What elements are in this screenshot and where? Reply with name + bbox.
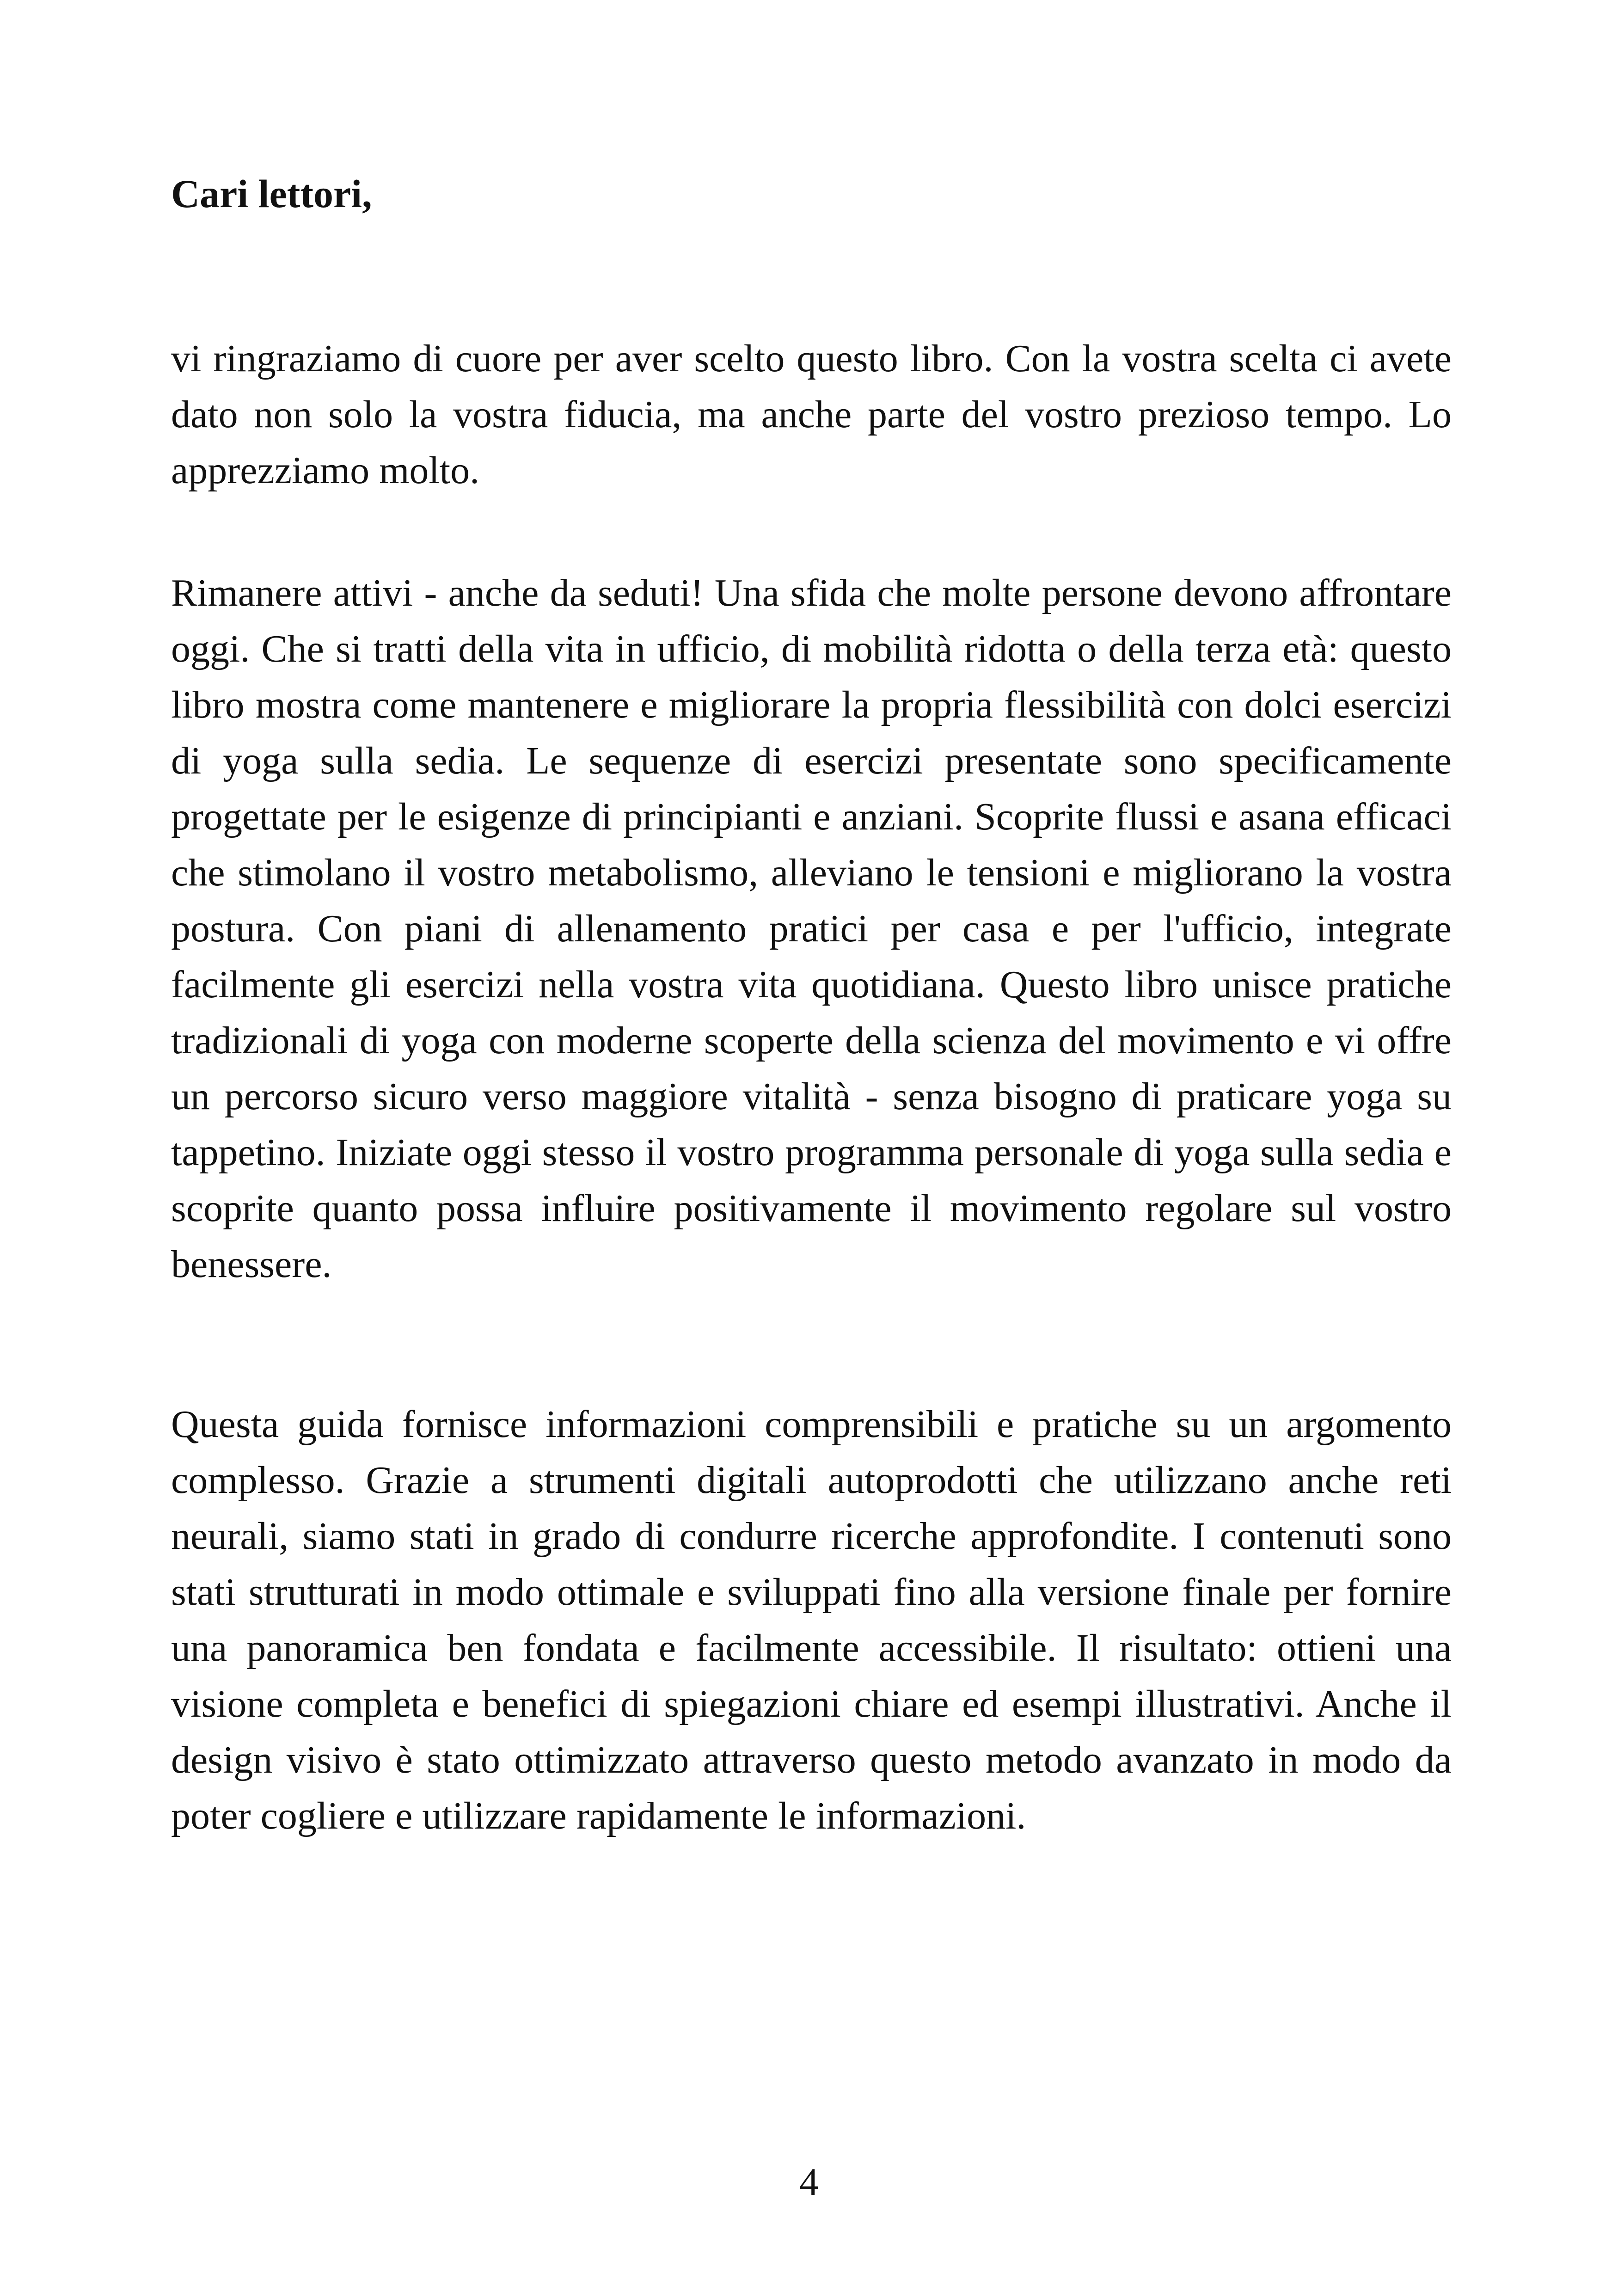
page-number: 4 <box>799 2161 819 2204</box>
salutation-heading: Cari lettori, <box>171 172 372 216</box>
paragraph-thanks: vi ringraziamo di cuore per aver scelto questo libro. Con la vostra scelta ci avete dato non solo la vostra fiducia, ma anche parte del vostro prezioso tempo. Lo apprezziamo molto. <box>171 337 1452 492</box>
paragraph-book-description: Rimanere attivi - anche da seduti! Una sfida che molte persone devono affrontare oggi. Che si tratti della vita in ufficio, di mobilità ridotta o della terza età: questo libro mostra come mantenere e migliorare la propria flessibilità con dolci esercizi di yoga sulla sedia. Le sequenze di esercizi presentate sono specificamente progettate per le esigenze di principianti e anziani. Scoprite flussi e asana efficaci che stimolano il vostro metabolismo, alleviano le tensioni e migliorano la vostra postura. Con piani di allenamento pratici per casa e per l'ufficio, integrate facilmente gli esercizi nella vostra vita quotidiana. Questo libro unisce pratiche tradizionali di yoga con moderne scoperte della scienza del movimento e vi offre un percorso sicuro verso maggiore vitalità - senza bisogno di praticare yoga su tappetino. Iniziate oggi stesso il vostro programma personale di yoga sulla sedia e scoprite quanto possa influire positivamente il movimento regolare sul vostro benessere. <box>171 571 1452 1286</box>
paragraph-guide-info: Questa guida fornisce informazioni comprensibili e pratiche su un argomento complesso. Grazie a strumenti digitali autoprodotti che utilizzano anche reti neurali, siamo stati in grado di condurre ricerche approfondite. I contenuti sono stati strutturati in modo ottimale e sviluppati fino alla versione finale per fornire una panoramica ben fondata e facilmente accessibile. Il risultato: ottieni una visione completa e benefici di spiegazioni chiare ed esempi illustrativi. Anche il design visivo è stato ottimizzato attraverso questo metodo avanzato in modo da poter cogliere e utilizzare rapidamente le informazioni. <box>171 1403 1452 1837</box>
